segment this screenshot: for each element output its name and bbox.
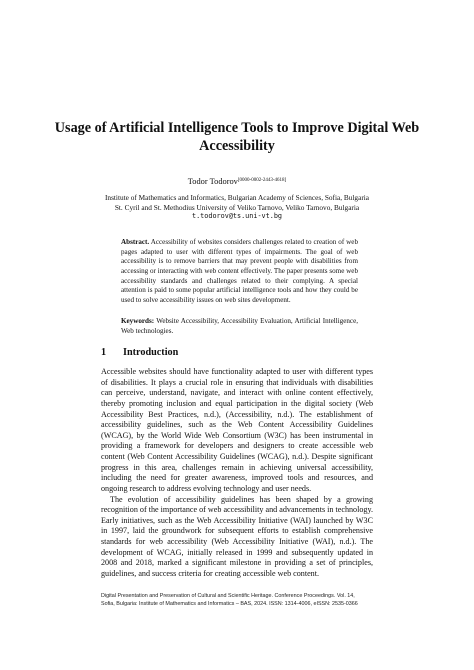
paragraph-1: Accessible websites should have functionality adapted to user with different types of disabilities. It plays a crucial role in ensuring that individuals with disabilities can perceive, understand, navigate, and interact with online content effectively, thereby promoting inclusion and equal participation in the digital society (Web Accessibility Best Practices, n.d.), (Accessibility, n.d.). The establishment of accessibility guidelines, such as the Web Content Accessibility Guidelines (WCAG), by the World Wide Web Consortium (W3C) has been instrumental in providing a framework for developers and designers to create accessible web content (Web Content Accessibility Guidelines (WCAG), n.d.). Despite significant progress in this area, challenges remain in achieving universal accessibility, including the need for greater awareness, improved tools and resources, and ongoing research to address evolving technology and user needs. xyxy=(101,367,373,493)
abstract-text: Accessibility of websites considers challenges related to creation of web pages adapted to user with different types of impairments. The goal of web accessibility is to remove barriers that may prevent people with disabilities from accessing or interacting with web content effectively. The paper presents some web accessibility standards and challenges related to their complying. A special attention is paid to some popular artificial intelligence tools and how they could be used to solve accessibility issues on web sites development. xyxy=(121,238,359,304)
keywords xyxy=(121,317,358,336)
paper-title: Usage of Artificial Intelligence Tools to Improve Digital Web Accessibility xyxy=(54,120,420,154)
section-title: Introduction xyxy=(123,347,179,358)
section-number: 1 xyxy=(101,347,107,358)
author-line xyxy=(40,176,434,187)
keywords-label: Keywords: xyxy=(121,317,155,325)
abstract-label: Abstract. xyxy=(121,238,150,246)
author-orcid: [0000-0002-2443-4618] xyxy=(237,178,287,183)
author-name: Todor Todorov xyxy=(187,177,238,186)
section-heading xyxy=(101,347,178,359)
footer-line-1: Digital Presentation and Preservation of Cultural and Scientific Heritage. Conference Proceedings. Vol. 14, xyxy=(101,593,355,599)
keywords-text: Website Accessibility, Accessibility Evaluation, Artificial Intelligence, Web technologies. xyxy=(121,317,358,335)
affiliations xyxy=(40,193,434,222)
paragraph-2: The evolution of accessibility guidelines has been shaped by a growing recognition of the importance of web accessibility and advancements in technology. Early initiatives, such as the Web Accessibility Initiative (WAI) launched by W3C in 1997, laid the groundwork for subsequent efforts to establish comprehensive standards for web accessibility (Web Accessibility Initiative (WAI), n.d.). The development of WCAG, initially released in 1999 and subsequently updated in 2008 and 2018, marked a significant milestone in providing a set of principles, guidelines, and success criteria for creating accessible web content. xyxy=(101,494,373,578)
affiliation-1: Institute of Mathematics and Informatics, Bulgarian Academy of Sciences, Sofia, Bulgaria xyxy=(104,193,370,202)
page-footer xyxy=(101,592,377,608)
affiliation-2: St. Cyril and St. Methodius University of Veliko Tarnovo, Veliko Tarnovo, Bulgaria xyxy=(114,202,360,212)
section-body xyxy=(101,367,373,580)
abstract xyxy=(121,238,358,305)
footer-line-2: Sofia, Bulgaria: Institute of Mathematics and Informatics – BAS, 2024. ISSN: 1314-4006, eISSN: 2535-0366 xyxy=(101,601,358,608)
author-email: t.todorov@ts.uni-vt.bg xyxy=(191,212,283,221)
